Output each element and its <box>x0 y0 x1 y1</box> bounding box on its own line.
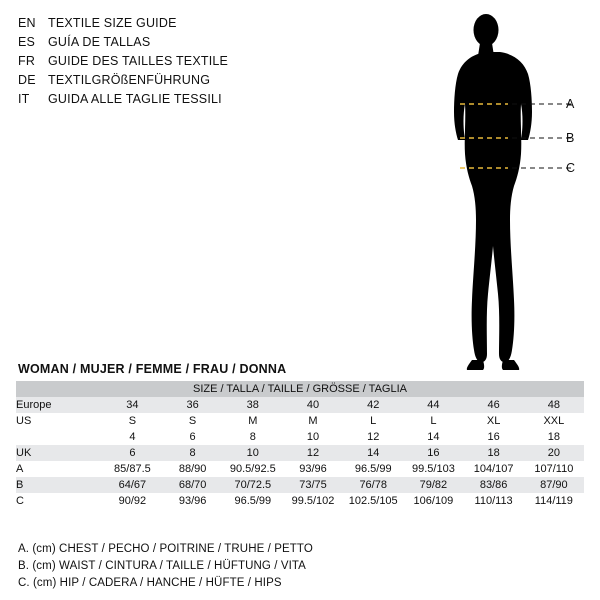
cell: 87/90 <box>524 477 584 493</box>
legend-row <box>18 33 298 51</box>
marker-label-c: C <box>566 161 576 175</box>
cell: 6 <box>163 429 223 445</box>
cell: 14 <box>343 445 403 461</box>
legend-language-text: GUIDA ALLE TAGLIE TESSILI <box>48 92 222 106</box>
cell: 20 <box>524 445 584 461</box>
cell: 90/92 <box>102 493 162 509</box>
row-label: UK <box>16 445 102 461</box>
cell: 16 <box>464 429 524 445</box>
language-legend <box>18 14 298 109</box>
cell: 107/110 <box>524 461 584 477</box>
legend-language-code: FR <box>18 54 36 68</box>
cell: 102.5/105 <box>343 493 403 509</box>
cell: 90.5/92.5 <box>223 461 283 477</box>
cell: 79/82 <box>403 477 463 493</box>
legend-language-code: EN <box>18 16 36 30</box>
row-label <box>16 429 102 445</box>
legend-language-text: GUÍA DE TALLAS <box>48 35 151 49</box>
cell: 106/109 <box>403 493 463 509</box>
table-row <box>16 493 584 509</box>
size-table <box>16 381 584 509</box>
table-header-row <box>16 381 584 397</box>
cell: 76/78 <box>343 477 403 493</box>
cell: 96.5/99 <box>223 493 283 509</box>
note-c: C. (cm) HIP / CADERA / HANCHE / HÜFTE / HIPS <box>18 577 282 589</box>
legend-language-code: DE <box>18 73 36 87</box>
note-a: A. (cm) CHEST / PECHO / POITRINE / TRUHE / PETTO <box>18 543 313 555</box>
measurement-notes <box>18 541 313 592</box>
cell: 99.5/102 <box>283 493 343 509</box>
cell: 18 <box>464 445 524 461</box>
cell: 48 <box>524 397 584 413</box>
legend-language-code: ES <box>18 35 36 49</box>
body-silhouette-icon <box>420 8 590 378</box>
cell: XXL <box>524 413 584 429</box>
cell: 104/107 <box>464 461 524 477</box>
cell: 88/90 <box>163 461 223 477</box>
cell: M <box>223 413 283 429</box>
cell: 99.5/103 <box>403 461 463 477</box>
cell: 42 <box>343 397 403 413</box>
table-row <box>16 477 584 493</box>
legend-language-text: TEXTILGRÖßENFÜHRUNG <box>48 73 211 87</box>
row-label: US <box>16 413 102 429</box>
legend-language-code: IT <box>18 92 30 106</box>
cell: 10 <box>283 429 343 445</box>
legend-row <box>18 71 298 89</box>
cell: 8 <box>223 429 283 445</box>
measurement-line-c <box>460 164 575 172</box>
cell: 4 <box>102 429 162 445</box>
cell: 38 <box>223 397 283 413</box>
cell: S <box>102 413 162 429</box>
cell: 93/96 <box>163 493 223 509</box>
cell: 70/72.5 <box>223 477 283 493</box>
cell: 6 <box>102 445 162 461</box>
cell: 18 <box>524 429 584 445</box>
cell: 96.5/99 <box>343 461 403 477</box>
legend-row <box>18 90 298 108</box>
cell: XL <box>464 413 524 429</box>
cell: 36 <box>163 397 223 413</box>
cell: 14 <box>403 429 463 445</box>
cell: 68/70 <box>163 477 223 493</box>
legend-language-text: TEXTILE SIZE GUIDE <box>48 16 177 30</box>
cell: 34 <box>102 397 162 413</box>
section-title: WOMAN / MUJER / FEMME / FRAU / DONNA <box>18 362 287 376</box>
cell: 83/86 <box>464 477 524 493</box>
table-row <box>16 445 584 461</box>
marker-label-b: B <box>566 131 575 145</box>
cell: 8 <box>163 445 223 461</box>
legend-row <box>18 52 298 70</box>
cell: 85/87.5 <box>102 461 162 477</box>
legend-language-text: GUIDE DES TAILLES TEXTILE <box>48 54 229 68</box>
cell: S <box>163 413 223 429</box>
measurement-line-b <box>460 134 575 142</box>
cell: 44 <box>403 397 463 413</box>
cell: 46 <box>464 397 524 413</box>
marker-label-a: A <box>566 97 575 111</box>
row-label: B <box>16 477 102 493</box>
table-row <box>16 429 584 445</box>
table-header-label: SIZE / TALLA / TAILLE / GRÖSSE / TAGLIA <box>16 381 584 397</box>
cell: 12 <box>343 429 403 445</box>
legend-row <box>18 14 298 32</box>
cell: 64/67 <box>102 477 162 493</box>
cell: 10 <box>223 445 283 461</box>
table-row <box>16 461 584 477</box>
cell: 40 <box>283 397 343 413</box>
cell: 114/119 <box>524 493 584 509</box>
cell: L <box>343 413 403 429</box>
table-row <box>16 413 584 429</box>
cell: 110/113 <box>464 493 524 509</box>
row-label: Europe <box>16 397 102 413</box>
female-body-figure <box>420 8 590 378</box>
measurement-line-a <box>460 100 575 108</box>
row-label: C <box>16 493 102 509</box>
cell: 12 <box>283 445 343 461</box>
table-row <box>16 397 584 413</box>
cell: 73/75 <box>283 477 343 493</box>
cell: 93/96 <box>283 461 343 477</box>
cell: 16 <box>403 445 463 461</box>
note-b: B. (cm) WAIST / CINTURA / TAILLE / HÜFTUNG / VITA <box>18 560 306 572</box>
size-table-wrapper <box>16 381 584 509</box>
row-label: A <box>16 461 102 477</box>
cell: M <box>283 413 343 429</box>
cell: L <box>403 413 463 429</box>
